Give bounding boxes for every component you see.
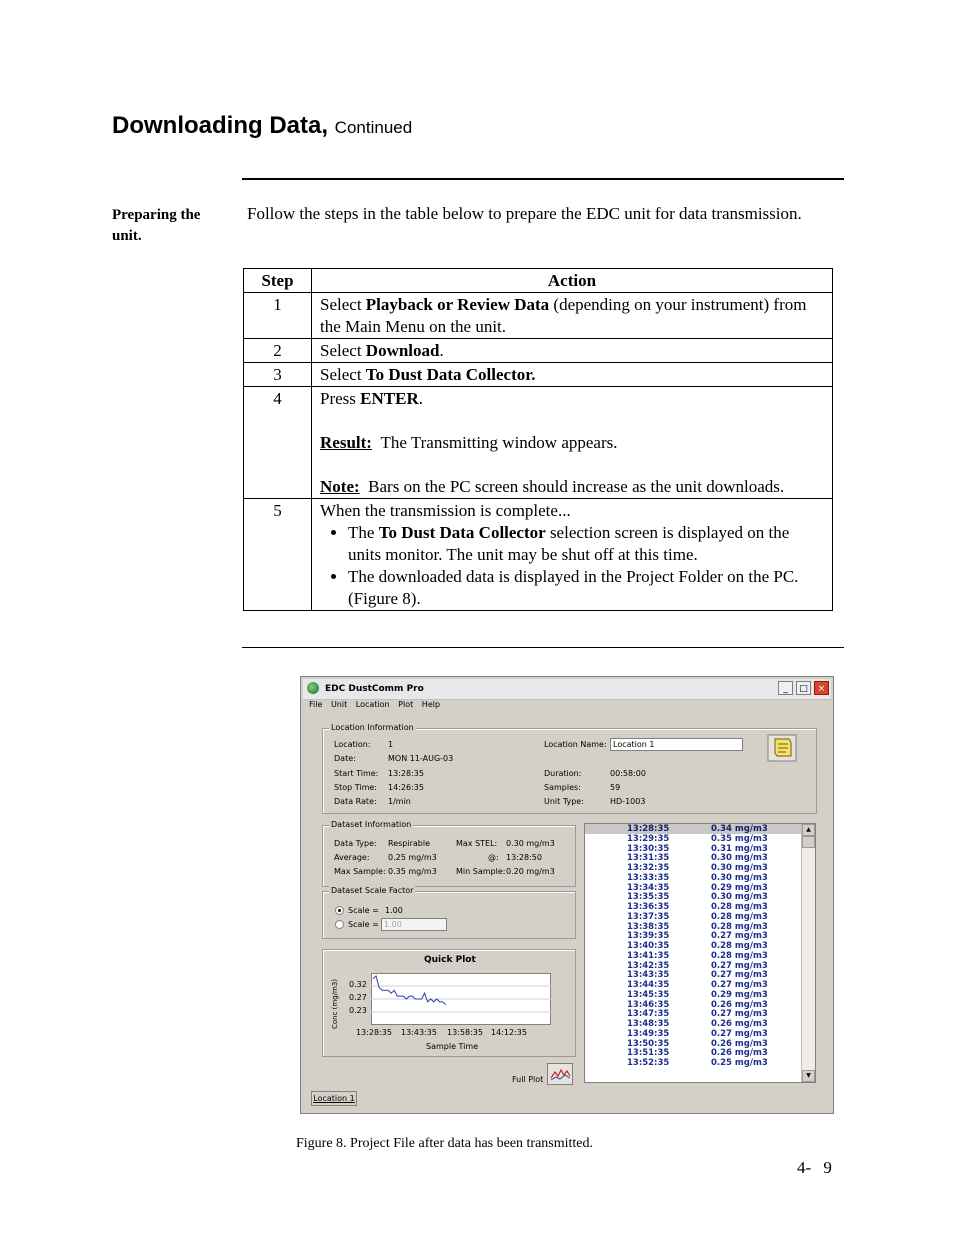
group-title: Location Information	[331, 723, 414, 732]
data-type-value: Respirable	[388, 839, 431, 848]
list-item-value: 0.35 mg/m3	[711, 833, 768, 844]
xtick-label: 13:58:35	[447, 1028, 483, 1037]
stop-time-label: Stop Time:	[334, 783, 378, 792]
bullet-item: • The downloaded data is displayed in the Project Folder on the PC. (Figure 8).	[348, 566, 824, 610]
list-item-time: 13:36:35	[627, 902, 670, 912]
quick-plot-xlabel: Sample Time	[426, 1042, 479, 1051]
list-item-time: 13:34:35	[627, 882, 670, 893]
list-item-value: 0.27 mg/m3	[711, 1028, 768, 1039]
list-item[interactable]	[585, 980, 801, 990]
list-item[interactable]	[585, 922, 801, 932]
list-item-value: 0.30 mg/m3	[711, 872, 768, 883]
steps-table	[243, 268, 833, 611]
bullet-item	[348, 522, 824, 566]
col-step-header: Step	[244, 269, 312, 293]
list-item-value: 0.28 mg/m3	[711, 941, 768, 951]
xtick-label: 14:12:35	[491, 1028, 527, 1037]
list-item[interactable]	[585, 824, 801, 834]
quick-plot-title: Quick Plot	[424, 955, 476, 965]
data-rate-label: Data Rate:	[334, 797, 377, 806]
list-item-time: 13:47:35	[627, 1009, 670, 1020]
list-item-time: 13:30:35	[627, 843, 670, 854]
duration-label: Duration:	[544, 769, 582, 778]
table-row	[244, 363, 833, 387]
title-main: Downloading Data,	[112, 112, 328, 139]
menu-bar	[303, 700, 831, 714]
list-item[interactable]	[585, 902, 801, 912]
list-item[interactable]	[585, 941, 801, 951]
start-time-value: 13:28:35	[388, 769, 424, 778]
quick-plot-panel	[322, 949, 576, 1057]
note-label: Note:	[320, 477, 360, 496]
list-item[interactable]	[585, 990, 801, 1000]
samples-value: 59	[610, 783, 621, 792]
list-item-time: 13:49:35	[627, 1028, 670, 1039]
list-scrollbar[interactable]	[801, 824, 815, 1082]
table-row	[244, 339, 833, 363]
ytick-label: 0.23	[349, 1006, 367, 1015]
bottom-rule	[242, 647, 844, 648]
globe-icon	[307, 682, 319, 694]
full-plot-label: Full Plot	[512, 1075, 544, 1084]
ytick-label: 0.32	[349, 980, 367, 989]
stop-time-value: 14:26:35	[388, 783, 424, 792]
list-item[interactable]	[585, 1048, 801, 1058]
intro-text: Follow the steps in the table below to prepare the EDC unit for data transmission.	[247, 204, 802, 223]
close-button[interactable]: ×	[814, 681, 829, 695]
bullet-text: selection screen is displayed on the units monitor. The unit may be shut off at this time.	[348, 523, 790, 564]
location-name-label: Location Name:	[544, 740, 607, 749]
scale-value-1: 1.00	[385, 906, 403, 915]
note-text: Bars on the PC screen should increase as the unit downloads.	[368, 477, 785, 496]
location-label: Location:	[334, 740, 371, 749]
action-text: Select	[320, 295, 366, 314]
step-action	[312, 387, 833, 499]
scale-label-2: Scale =	[348, 920, 379, 929]
table-header-row	[244, 269, 833, 293]
list-item-time: 13:44:35	[627, 980, 670, 990]
list-item-value: 0.27 mg/m3	[711, 960, 768, 971]
list-item-value: 0.34 mg/m3	[711, 824, 768, 834]
min-sample-value: 0.20 mg/m3	[506, 867, 555, 876]
list-item-time: 13:29:35	[627, 833, 670, 844]
list-item-value: 0.28 mg/m3	[711, 902, 768, 912]
xtick-label: 13:28:35	[356, 1028, 392, 1037]
notes-icon[interactable]	[767, 734, 797, 762]
list-item-time: 13:52:35	[627, 1058, 670, 1068]
location-info-group	[322, 723, 817, 814]
list-item[interactable]	[585, 951, 801, 961]
list-item-time: 13:45:35	[627, 989, 670, 1000]
list-item-time: 13:38:35	[627, 921, 670, 932]
list-item-time: 13:33:35	[627, 872, 670, 883]
side-heading: Preparing the unit.	[112, 207, 201, 244]
list-item-value: 0.27 mg/m3	[711, 970, 768, 981]
window-title: EDC DustComm Pro	[325, 684, 424, 694]
list-item-time: 13:41:35	[627, 950, 670, 961]
list-item-time: 13:46:35	[627, 999, 670, 1010]
list-item[interactable]	[585, 853, 801, 863]
list-item[interactable]	[585, 912, 801, 922]
step-number: 1	[244, 293, 312, 339]
title-continued: Continued	[334, 118, 413, 137]
list-item[interactable]	[585, 863, 801, 873]
step-action	[312, 499, 833, 611]
table-row	[244, 499, 833, 611]
table-row	[244, 387, 833, 499]
bullet-list	[320, 522, 824, 610]
menu-unit[interactable]: Unit	[330, 700, 348, 709]
data-type-label: Data Type:	[334, 839, 377, 848]
scale-input-2[interactable]: 1.00	[381, 918, 447, 931]
list-item-value: 0.26 mg/m3	[711, 999, 768, 1010]
quick-plot-chart	[371, 973, 551, 1025]
top-rule	[242, 178, 844, 180]
action-text: .	[418, 389, 423, 408]
action-text: Press	[320, 389, 361, 408]
list-item-time: 13:48:35	[627, 1019, 670, 1029]
step-number: 2	[244, 339, 312, 363]
result-text: The Transmitting window appears.	[380, 433, 618, 452]
data-list[interactable]	[584, 823, 816, 1083]
action-text: (depending on your instrument) from the Main Menu on the unit.	[320, 295, 807, 336]
scroll-up-icon[interactable]: ▲	[802, 824, 815, 836]
tab-location-1[interactable]	[311, 1091, 357, 1106]
step-action	[312, 293, 833, 339]
list-item-value: 0.29 mg/m3	[711, 882, 768, 893]
list-item-time: 13:28:35	[627, 824, 670, 834]
action-text: When the transmission is complete...	[320, 501, 571, 520]
list-item[interactable]	[585, 1000, 801, 1010]
menu-file[interactable]: File	[309, 700, 323, 709]
list-item[interactable]	[585, 1058, 801, 1068]
scale-radio-2[interactable]	[335, 920, 344, 929]
menu-help[interactable]: Help	[421, 700, 441, 709]
list-item[interactable]	[585, 1039, 801, 1049]
bullet-text: The	[348, 523, 379, 542]
list-item[interactable]	[585, 834, 801, 844]
bullet-bold: To Dust Data Collector	[378, 523, 546, 542]
scroll-down-icon[interactable]: ▼	[802, 1070, 815, 1082]
action-text: Select	[320, 341, 366, 360]
group-title: Dataset Scale Factor	[331, 886, 414, 895]
list-item-value: 0.27 mg/m3	[711, 931, 768, 942]
list-item[interactable]	[585, 1009, 801, 1019]
title-bar	[303, 679, 831, 700]
maximize-button[interactable]: □	[796, 681, 811, 695]
group-title: Dataset Information	[331, 820, 412, 829]
menu-plot[interactable]: Plot	[398, 700, 414, 709]
list-item[interactable]	[585, 844, 801, 854]
list-item-value: 0.26 mg/m3	[711, 1019, 768, 1029]
full-plot-button[interactable]	[547, 1063, 573, 1085]
step-number: 4	[244, 387, 312, 499]
page-title	[112, 112, 412, 140]
list-item-value: 0.30 mg/m3	[711, 892, 768, 903]
figure-caption: Figure 8. Project File after data has been transmitted.	[296, 1136, 594, 1151]
list-item-value: 0.27 mg/m3	[711, 980, 768, 990]
list-item-value: 0.26 mg/m3	[711, 1048, 768, 1059]
quick-plot-ylabel: Conc (mg/m3)	[331, 978, 340, 1030]
col-action-header: Action	[312, 269, 833, 293]
list-item-value: 0.25 mg/m3	[711, 1058, 768, 1068]
location-name-input[interactable]: Location 1	[610, 738, 743, 751]
average-label: Average:	[334, 853, 370, 862]
list-item-time: 13:37:35	[627, 911, 670, 922]
action-bold: ENTER	[360, 389, 419, 408]
dataset-info-group	[322, 820, 576, 887]
list-item[interactable]	[585, 873, 801, 883]
list-item[interactable]	[585, 1019, 801, 1029]
max-sample-label: Max Sample:	[334, 867, 386, 876]
scale-factor-group	[322, 886, 576, 939]
list-item-value: 0.30 mg/m3	[711, 863, 768, 873]
action-bold: Download	[365, 341, 440, 360]
max-stel-value: 0.30 mg/m3	[506, 839, 555, 848]
step-number: 5	[244, 499, 312, 611]
page-number: 4- 9	[797, 1158, 832, 1177]
list-item-time: 13:42:35	[627, 960, 670, 971]
list-item-time: 13:32:35	[627, 863, 670, 873]
list-item-time: 13:43:35	[627, 970, 670, 981]
step-action	[312, 339, 833, 363]
list-item-value: 0.30 mg/m3	[711, 853, 768, 864]
samples-label: Samples:	[544, 783, 581, 792]
list-item[interactable]	[585, 1029, 801, 1039]
list-item-value: 0.31 mg/m3	[711, 843, 768, 854]
list-item[interactable]	[585, 892, 801, 902]
list-item[interactable]	[585, 961, 801, 971]
list-item[interactable]	[585, 931, 801, 941]
start-time-label: Start Time:	[334, 769, 379, 778]
min-sample-label: Min Sample:	[456, 867, 506, 876]
unit-type-value: HD-1003	[610, 797, 646, 806]
result-label: Result:	[320, 433, 372, 452]
at-label: @:	[488, 853, 499, 862]
list-item-time: 13:40:35	[627, 941, 670, 951]
list-item-time: 13:35:35	[627, 892, 670, 903]
action-text: Select	[320, 365, 366, 384]
list-item-value: 0.28 mg/m3	[711, 911, 768, 922]
list-item-value: 0.28 mg/m3	[711, 950, 768, 961]
list-item[interactable]	[585, 883, 801, 893]
scale-radio-1[interactable]	[335, 906, 344, 915]
action-bold: Playback or Review Data	[365, 295, 550, 314]
ytick-label: 0.27	[349, 993, 367, 1002]
list-item-time: 13:50:35	[627, 1038, 670, 1049]
step-action	[312, 363, 833, 387]
list-item-value: 0.26 mg/m3	[711, 1038, 768, 1049]
list-item[interactable]	[585, 970, 801, 980]
location-value: 1	[388, 740, 394, 749]
max-sample-value: 0.35 mg/m3	[388, 867, 437, 876]
unit-type-label: Unit Type:	[544, 797, 584, 806]
list-item-value: 0.29 mg/m3	[711, 989, 768, 1000]
table-row	[244, 293, 833, 339]
data-rate-value: 1/min	[388, 797, 411, 806]
average-value: 0.25 mg/m3	[388, 853, 437, 862]
scroll-thumb[interactable]	[802, 836, 815, 848]
action-bold: To Dust Data Collector.	[365, 365, 536, 384]
date-value: MON 11-AUG-03	[388, 754, 454, 763]
menu-location[interactable]: Location	[355, 700, 390, 709]
xtick-label: 13:43:35	[401, 1028, 437, 1037]
app-window	[300, 676, 834, 1114]
list-item-time: 13:39:35	[627, 931, 670, 942]
duration-value: 00:58:00	[610, 769, 646, 778]
scale-label-1: Scale =	[348, 906, 379, 915]
step-number: 3	[244, 363, 312, 387]
action-text: .	[439, 341, 444, 360]
at-value: 13:28:50	[506, 853, 542, 862]
list-item-time: 13:31:35	[627, 853, 670, 864]
max-stel-label: Max STEL:	[456, 839, 498, 848]
list-item-value: 0.27 mg/m3	[711, 1009, 768, 1020]
date-label: Date:	[334, 754, 356, 763]
list-item-value: 0.28 mg/m3	[711, 921, 768, 932]
minimize-button[interactable]: _	[778, 681, 793, 695]
tab-label: Location 1	[313, 1094, 355, 1103]
list-item-time: 13:51:35	[627, 1048, 670, 1059]
